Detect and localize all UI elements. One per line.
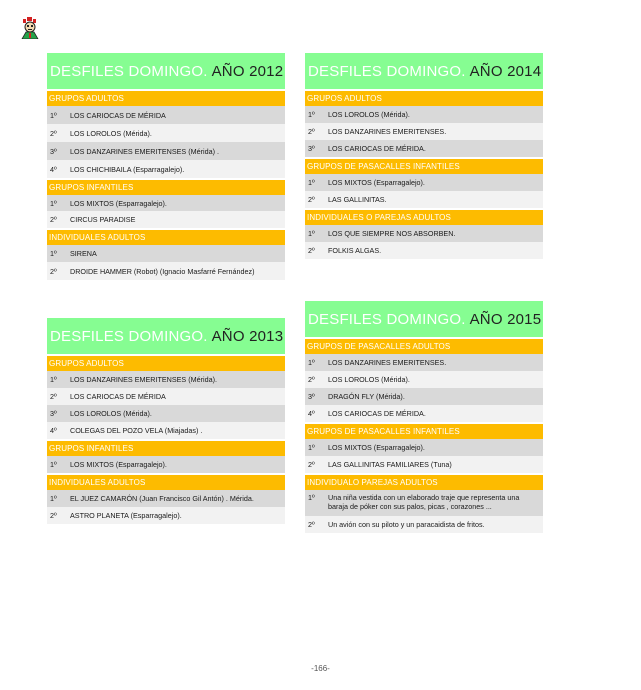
table-row: [47, 456, 285, 473]
rank: 1º: [308, 110, 315, 119]
table-row: [305, 439, 543, 456]
entry: LOS DANZARINES EMERITENSES (Mérida) .: [70, 146, 219, 156]
rank: 3º: [308, 392, 315, 401]
table-row: [47, 195, 285, 211]
rank: 2º: [50, 215, 57, 224]
title-prefix: DESFILES DOMINGO.: [50, 62, 208, 80]
table-row: [305, 174, 543, 191]
rank: 2º: [50, 266, 57, 276]
entry: ASTRO PLANETA (Esparragalejo).: [70, 511, 182, 520]
rank: 4º: [50, 164, 57, 174]
section-heading: GRUPOS INFANTILES: [47, 180, 285, 195]
table-row: [305, 516, 543, 533]
rank: 2º: [308, 127, 315, 136]
section-heading: INDIVIDUALES O PAREJAS ADULTOS: [305, 210, 543, 225]
section-heading: INDIVIDUALES ADULTOS: [47, 475, 285, 490]
title-year: AÑO 2015: [469, 310, 542, 328]
title-prefix: DESFILES DOMINGO.: [308, 310, 466, 328]
entry: LOS QUE SIEMPRE NOS ABSORBEN.: [328, 229, 456, 238]
card-title: [305, 53, 543, 89]
table-row: [305, 140, 543, 157]
card-title: [47, 53, 285, 89]
table-row: [47, 388, 285, 405]
rank: 1º: [50, 198, 57, 208]
section-heading: GRUPOS ADULTOS: [47, 91, 285, 106]
entry: LOS CHICHIBAILA (Esparragalejo).: [70, 164, 185, 174]
page-number: -166-: [311, 664, 330, 673]
section-heading: GRUPOS INFANTILES: [47, 441, 285, 456]
rank: 4º: [308, 409, 315, 418]
title-prefix: DESFILES DOMINGO.: [50, 327, 208, 345]
table-row: [305, 225, 543, 242]
table-row: [47, 245, 285, 262]
rank: 3º: [308, 144, 315, 153]
rank: 2º: [308, 375, 315, 384]
section-heading: INDIVIDUALES ADULTOS: [47, 230, 285, 245]
title-prefix: DESFILES DOMINGO.: [308, 62, 466, 80]
entry: LOS MIXTOS (Esparragalejo).: [328, 178, 425, 187]
rank: 1º: [50, 460, 57, 469]
table-row: [47, 371, 285, 388]
entry: COLEGAS DEL POZO VELA (Miajadas) .: [70, 426, 203, 435]
rank: 1º: [308, 358, 315, 367]
rank: 1º: [308, 443, 315, 452]
rank: 1º: [50, 249, 57, 258]
table-row: [47, 490, 285, 507]
card-2013: [47, 318, 285, 524]
entry: Una niña vestida con un elaborado traje que representa una baraja de póker con sus palos, picas , corazones ...: [328, 493, 520, 511]
section-heading: GRUPOS ADULTOS: [305, 91, 543, 106]
rank: 2º: [50, 128, 57, 138]
entry: LOS LOROLOS (Mérida).: [70, 409, 152, 418]
entry: SIRENA: [70, 249, 97, 258]
entry: LAS GALLINITAS.: [328, 195, 387, 204]
entry: LOS MIXTOS (Esparragalejo).: [328, 443, 425, 452]
title-year: AÑO 2013: [211, 327, 284, 345]
title-year: AÑO 2012: [211, 62, 284, 80]
table-row: [47, 211, 285, 228]
card-title: [47, 318, 285, 354]
rank: 1º: [50, 110, 57, 120]
section-heading: GRUPOS ADULTOS: [47, 356, 285, 371]
entry: LOS MIXTOS (Esparragalejo).: [70, 460, 167, 469]
entry: LOS CARIOCAS DE MÉRIDA.: [328, 409, 426, 418]
table-row: [47, 160, 285, 178]
entry: LOS DANZARINES EMERITENSES (Mérida).: [70, 375, 217, 384]
table-row: [305, 191, 543, 208]
entry: LOS MIXTOS (Esparragalejo).: [70, 198, 167, 208]
rank: 1º: [308, 178, 315, 187]
section-heading: GRUPOS DE PASACALLES INFANTILES: [305, 159, 543, 174]
rank: 3º: [50, 146, 57, 156]
card-2012: [47, 53, 285, 280]
title-year: AÑO 2014: [469, 62, 542, 80]
entry: LOS CARIOCAS DE MÉRIDA.: [328, 144, 426, 153]
table-row: [305, 371, 543, 388]
table-row: [47, 106, 285, 124]
card-title: [305, 301, 543, 337]
table-row: [305, 388, 543, 405]
entry: LOS LOROLOS (Mérida).: [328, 375, 410, 384]
rank: 1º: [308, 229, 315, 238]
table-row: [305, 242, 543, 259]
table-row: [47, 422, 285, 439]
section-heading: GRUPOS DE PASACALLES ADULTOS: [305, 339, 543, 354]
entry: LOS CARIOCAS DE MÉRIDA: [70, 392, 166, 401]
rank: 2º: [308, 246, 315, 255]
entry: LOS DANZARINES EMERITENSES.: [328, 127, 447, 136]
entry: LOS DANZARINES EMERITENSES.: [328, 358, 447, 367]
table-row: [305, 354, 543, 371]
table-row: [47, 124, 285, 142]
entry: LOS LOROLOS (Mérida).: [70, 128, 152, 138]
entry: LAS GALLINITAS FAMILIARES (Tuna): [328, 460, 452, 469]
rank: 2º: [50, 511, 57, 520]
table-row: [305, 106, 543, 123]
section-heading: INDIVIDUALO PAREJAS ADULTOS: [305, 475, 543, 490]
table-row: [47, 405, 285, 422]
rank: 4º: [50, 426, 57, 435]
section-heading: GRUPOS DE PASACALLES INFANTILES: [305, 424, 543, 439]
table-row: [305, 123, 543, 140]
entry: EL JUEZ CAMARÓN (Juan Francisco Gil Antón) . Mérida.: [70, 494, 254, 503]
rank: 2º: [308, 520, 315, 529]
rank: 3º: [50, 409, 57, 418]
entry: DRAGÓN FLY (Mérida).: [328, 392, 405, 401]
rank: 1º: [308, 493, 315, 502]
entry: LOS LOROLOS (Mérida).: [328, 110, 410, 119]
jester-logo-icon: [20, 17, 40, 39]
table-row: [305, 456, 543, 473]
entry: DROIDE HAMMER (Robot) (Ignacio Masfarré Fernández): [70, 266, 255, 276]
table-row: [47, 507, 285, 524]
rank: 2º: [50, 392, 57, 401]
table-row: [305, 405, 543, 422]
entry: LOS CARIOCAS DE MÉRIDA: [70, 110, 166, 120]
table-row: [305, 490, 543, 516]
card-2015: [305, 301, 543, 533]
table-row: [47, 262, 285, 280]
rank: 1º: [50, 494, 57, 503]
entry: CIRCUS PARADISE: [70, 215, 136, 224]
card-2014: [305, 53, 543, 259]
rank: 1º: [50, 375, 57, 384]
entry: FOLKIS ALGAS.: [328, 246, 382, 255]
table-row: [47, 142, 285, 160]
rank: 2º: [308, 460, 315, 469]
entry: Un avión con su piloto y un paracaidista de fritos.: [328, 520, 485, 529]
rank: 2º: [308, 195, 315, 204]
